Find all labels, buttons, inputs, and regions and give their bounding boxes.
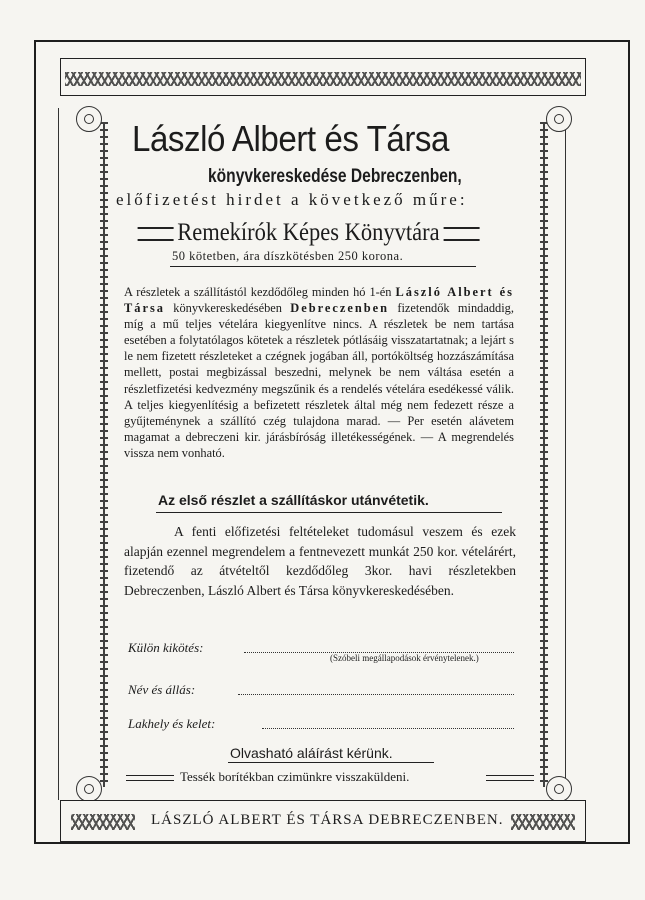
corner-rosette-icon (76, 776, 102, 802)
special-terms-label: Külön kikötés: (128, 640, 204, 655)
return-instruction: Tessék borítékban czimünkre visszaküldeni. (180, 769, 410, 784)
terms-text: A részletek a szállítástól kezdődőleg minden hó 1-én (124, 285, 392, 299)
series-title: Remekírók Képes Könyvtára (177, 219, 440, 246)
divider (228, 762, 434, 763)
name-label: Név és állás: (128, 682, 196, 697)
series-title-row (134, 219, 483, 247)
terms-text: könyvkereskedésében (173, 301, 282, 316)
subscribe-line: előfizetést hirdet a következő műre: (116, 190, 468, 209)
signature-request: Olvasható aláírást kérünk. (230, 745, 393, 761)
top-leaf-banner (60, 58, 586, 96)
divider (170, 266, 476, 267)
double-rule (486, 775, 534, 781)
agreement-paragraph: A fenti előfizetési feltételeket tudomásul veszem és ezek alapján ezennel megrendelem a fentnevezett munkát 250 kor. vételárért, fizetendő az átvételtől kezdődőleg 3kor. havi részletekben Debreczenben, László Albert és Társa könyvkereskedésében. (124, 524, 516, 598)
first-payment-notice: Az első részlet a szállításkor utánvétetik. (158, 492, 429, 508)
company-name-bold: László Albert és Társa (124, 285, 514, 316)
shop-subtitle: könyvkereskedése Debreczenben, (208, 166, 462, 187)
leaf-ornament-icon (511, 814, 575, 830)
terms-paragraph (124, 284, 514, 461)
leaf-ornament-icon (71, 814, 135, 830)
company-title: László Albert és Társa (132, 118, 449, 159)
footer-text: LÁSZLÓ ALBERT ÉS TÁRSA DEBRECZENBEN. (151, 812, 504, 828)
corner-rosette-icon (546, 106, 572, 132)
double-rule (126, 775, 174, 781)
double-rule (443, 227, 479, 241)
corner-rosette-icon (546, 776, 572, 802)
price-line: 50 kötetben, ára díszkötésben 250 korona. (172, 249, 404, 263)
corner-rosette-icon (76, 106, 102, 132)
leaf-ornament-icon (65, 72, 581, 86)
address-field[interactable] (262, 728, 514, 729)
left-vine-ornament (100, 122, 108, 787)
address-label: Lakhely és kelet: (128, 716, 216, 731)
terms-text: fizetendők mindaddig, míg a mű teljes vételára kiegyenlítve nincs. A részletek be nem tartása esetében a folytatólagos kötetek a részletek pótlásáig visszatartatnak; a lejárt s le nem fizetett részleteket a czégnek jogában áll, portóköltség hozzászámítása mellett, postai megbizással beszedni, melynek be nem váltása esetén a részletfizetési kedvezmény megszűnik és a rendelés vételára esedékessé válik. A teljes kiegyenlítésig a befizetett részletek által még nem fedezett része a gyűjteménynek a szállító czég tulajdona marad. — Per esetén alávetem magamat a debreczeni kir. járásbíróság illetékességének. — A megrendelés vissza nem vonható. (124, 301, 514, 460)
special-terms-note: (Szóbeli megállapodások érvénytelenek.) (330, 653, 479, 663)
name-field[interactable] (238, 694, 514, 695)
city-bold: Debreczenben (290, 301, 390, 316)
double-rule (138, 227, 174, 241)
divider (156, 512, 502, 513)
footer-banner (60, 800, 586, 842)
right-vine-ornament (540, 122, 548, 787)
